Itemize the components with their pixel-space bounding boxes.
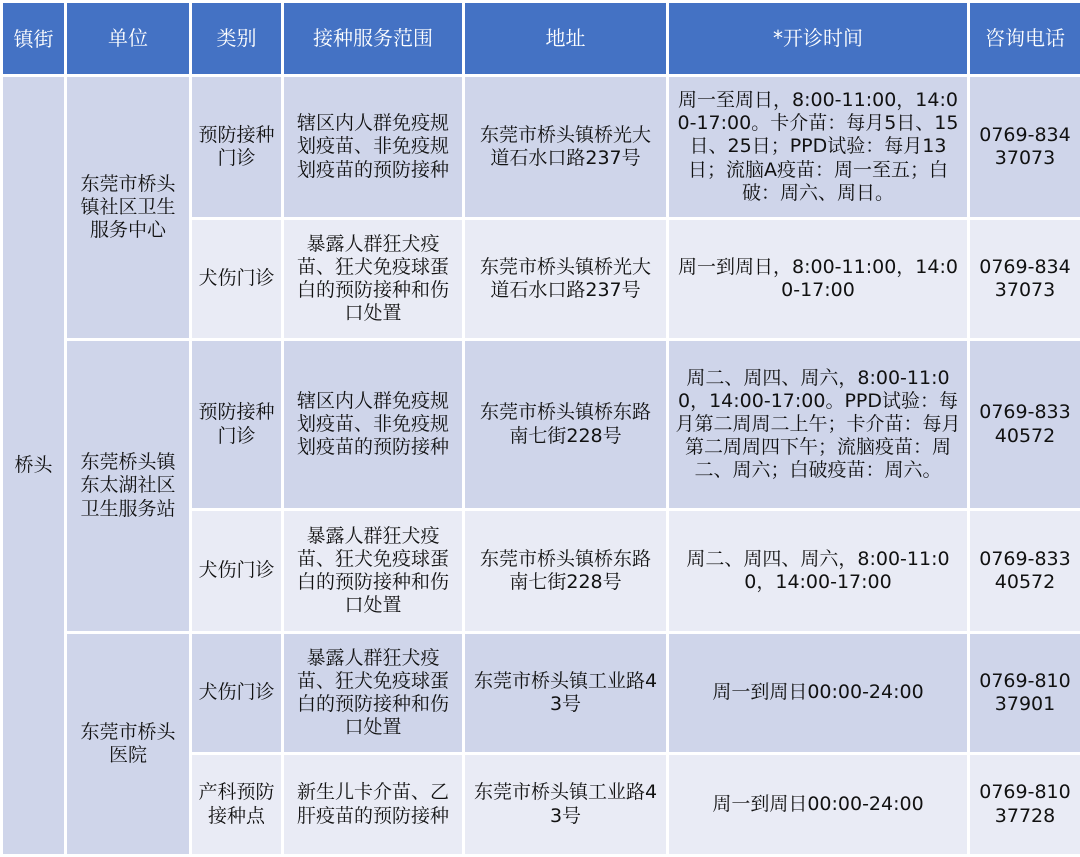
category-cell: 预防接种门诊	[191, 340, 283, 510]
header-town: 镇街	[2, 2, 66, 76]
hours-cell: 周二、周四、周六，8:00-11:00，14:00-17:00	[668, 510, 969, 633]
header-hours: *开诊时间	[668, 2, 969, 76]
category-cell: 产科预防接种点	[191, 754, 283, 856]
phone-cell: 0769-83437073	[969, 76, 1080, 219]
category-cell: 预防接种门诊	[191, 76, 283, 219]
scope-cell: 辖区内人群免疫规划疫苗、非免疫规划疫苗的预防接种	[283, 76, 464, 219]
hours-cell: 周一到周日00:00-24:00	[668, 754, 969, 856]
header-phone: 咨询电话	[969, 2, 1080, 76]
category-cell: 犬伤门诊	[191, 633, 283, 754]
address-cell: 东莞市桥头镇工业路43号	[464, 754, 668, 856]
header-scope: 接种服务范围	[283, 2, 464, 76]
header-category: 类别	[191, 2, 283, 76]
address-cell: 东莞市桥头镇桥光大道石水口路237号	[464, 219, 668, 340]
table-header-row	[2, 2, 1080, 76]
table-row	[2, 76, 1080, 219]
scope-cell: 新生儿卡介苗、乙肝疫苗的预防接种	[283, 754, 464, 856]
scope-cell: 暴露人群狂犬疫苗、狂犬免疫球蛋白的预防接种和伤口处置	[283, 219, 464, 340]
address-cell: 东莞市桥头镇桥东路南七街228号	[464, 340, 668, 510]
phone-cell: 0769-81037728	[969, 754, 1080, 856]
scope-cell: 辖区内人群免疫规划疫苗、非免疫规划疫苗的预防接种	[283, 340, 464, 510]
category-cell: 犬伤门诊	[191, 219, 283, 340]
hours-cell: 周一到周日00:00-24:00	[668, 633, 969, 754]
unit-name-cell: 东莞桥头镇东太湖社区卫生服务站	[66, 340, 191, 633]
unit-name-cell: 东莞市桥头医院	[66, 633, 191, 856]
address-cell: 东莞市桥头镇桥东路南七街228号	[464, 510, 668, 633]
hours-cell: 周一至周日，8:00-11:00，14:00-17:00。卡介苗：每月5日、15日、25日；PPD试验：每月13日；流脑A疫苗：周一至五；白破：周六、周日。	[668, 76, 969, 219]
header-address: 地址	[464, 2, 668, 76]
header-unit: 单位	[66, 2, 191, 76]
phone-cell: 0769-83340572	[969, 510, 1080, 633]
hours-cell: 周二、周四、周六，8:00-11:00，14:00-17:00。PPD试验：每月第二周周二上午；卡介苗：每月第二周周四下午；流脑疫苗：周二、周六；白破疫苗：周六。	[668, 340, 969, 510]
phone-cell: 0769-83437073	[969, 219, 1080, 340]
town-cell: 桥头	[2, 76, 66, 856]
table-row	[2, 633, 1080, 754]
unit-name-cell: 东莞市桥头镇社区卫生服务中心	[66, 76, 191, 340]
phone-cell: 0769-81037901	[969, 633, 1080, 754]
scope-cell: 暴露人群狂犬疫苗、狂犬免疫球蛋白的预防接种和伤口处置	[283, 633, 464, 754]
category-cell: 犬伤门诊	[191, 510, 283, 633]
address-cell: 东莞市桥头镇桥光大道石水口路237号	[464, 76, 668, 219]
table-row	[2, 340, 1080, 510]
hours-cell: 周一到周日，8:00-11:00，14:00-17:00	[668, 219, 969, 340]
phone-cell: 0769-83340572	[969, 340, 1080, 510]
address-cell: 东莞市桥头镇工业路43号	[464, 633, 668, 754]
scope-cell: 暴露人群狂犬疫苗、狂犬免疫球蛋白的预防接种和伤口处置	[283, 510, 464, 633]
